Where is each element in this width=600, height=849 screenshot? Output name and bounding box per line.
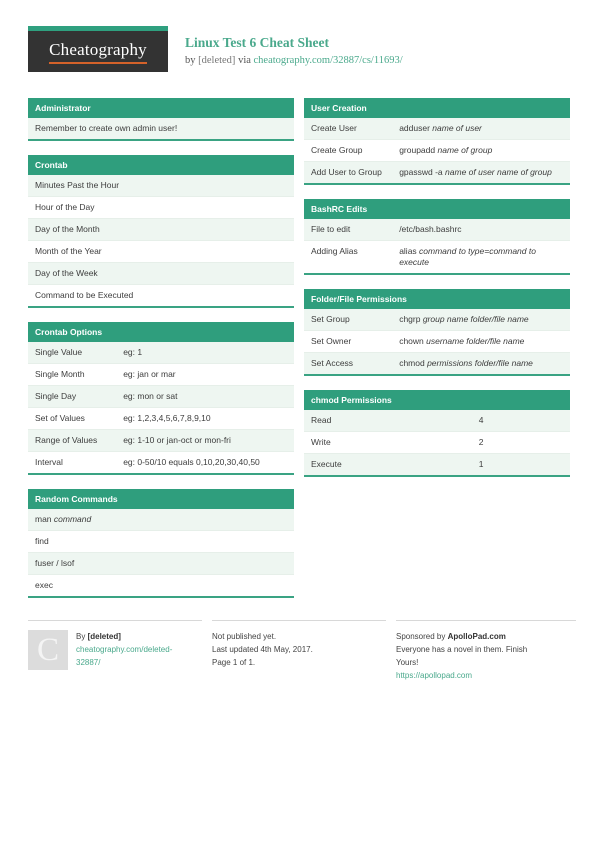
table-row — [28, 430, 294, 452]
footer-sponsor-column — [396, 620, 576, 682]
byline-url-link[interactable]: cheatography.com/32887/cs/11693/ — [253, 55, 403, 66]
row-value: gpasswd -a name of user name of group — [399, 167, 552, 177]
row-value: eg: jan or mar — [123, 369, 176, 379]
row-emphasis: name of user — [432, 123, 482, 133]
table-row — [304, 241, 570, 273]
card-title: Random Commands — [28, 489, 294, 509]
card-title: chmod Permissions — [304, 390, 570, 410]
row-value: eg: 1,2,3,4,5,6,7,8,9,10 — [123, 413, 211, 423]
table-row — [304, 309, 570, 331]
table-row — [28, 553, 294, 575]
byline-prefix: by — [185, 55, 199, 66]
table-row — [28, 342, 294, 364]
row-key: Read — [311, 415, 332, 425]
card — [28, 98, 294, 141]
header-titles — [185, 26, 403, 68]
row-value: chown username folder/file name — [399, 336, 525, 346]
row-emphasis: command — [53, 514, 92, 524]
page-count: Page 1 of 1. — [212, 658, 256, 667]
left-column — [28, 98, 294, 612]
card-title: Crontab — [28, 155, 294, 175]
row-value: groupadd name of group — [399, 145, 493, 155]
right-column — [304, 98, 570, 491]
row-key: Write — [311, 437, 331, 447]
row-value: 1 — [478, 459, 484, 469]
card-title: BashRC Edits — [304, 199, 570, 219]
row-text: Day of the Week — [35, 268, 98, 278]
table-row — [28, 263, 294, 285]
table-row — [28, 509, 294, 531]
card — [28, 322, 294, 475]
card — [304, 199, 570, 275]
table-row — [28, 285, 294, 306]
row-key: Set Owner — [311, 336, 352, 346]
row-text: Remember to create own admin user! — [35, 123, 178, 133]
table-row — [304, 331, 570, 353]
table-row — [28, 364, 294, 386]
row-value: 4 — [478, 415, 484, 425]
row-value: eg: 1 — [123, 347, 143, 357]
logo-wordmark: Cheatography — [49, 40, 147, 64]
cheatography-logo[interactable] — [28, 26, 168, 72]
row-value: chmod permissions folder/file name — [399, 358, 533, 368]
row-key: Set Access — [311, 358, 354, 368]
row-key: Set Group — [311, 314, 350, 324]
card — [28, 155, 294, 308]
row-key: Single Day — [35, 391, 77, 401]
page-header — [28, 26, 572, 88]
footer-author-url-line2[interactable]: 32887/ — [76, 658, 101, 667]
logo-body — [28, 31, 168, 72]
row-value: adduser name of user — [399, 123, 482, 133]
byline-author: [deleted] — [198, 55, 236, 66]
row-key: Range of Values — [35, 435, 98, 445]
footer-author-name: [deleted] — [87, 632, 121, 641]
content-columns — [28, 98, 572, 612]
row-key: Set of Values — [35, 413, 85, 423]
page-title: Linux Test 6 Cheat Sheet — [185, 35, 330, 50]
last-updated: Last updated 4th May, 2017. — [212, 645, 313, 654]
table-row — [28, 575, 294, 596]
row-text: Hour of the Day — [35, 202, 95, 212]
footer-author-column — [28, 620, 202, 682]
card — [304, 390, 570, 477]
footer-publish-column — [212, 620, 386, 682]
row-text: fuser / lsof — [35, 558, 75, 568]
publish-status: Not published yet. — [212, 632, 277, 641]
table-row — [28, 118, 294, 139]
row-value: /etc/bash.bashrc — [399, 224, 462, 234]
footer-author-url-line1[interactable]: cheatography.com/deleted- — [76, 645, 173, 654]
sponsor-name: ApolloPad.com — [447, 632, 506, 641]
card-title: Administrator — [28, 98, 294, 118]
row-key: Create User — [311, 123, 357, 133]
row-key: Interval — [35, 457, 63, 467]
row-text: find — [35, 536, 49, 546]
table-row — [28, 452, 294, 473]
row-key: Create Group — [311, 145, 363, 155]
row-emphasis: username folder/file name — [426, 336, 525, 346]
byline — [185, 53, 403, 68]
row-emphasis: name of user name of group — [445, 167, 552, 177]
table-row — [28, 408, 294, 430]
byline-via: via — [235, 55, 254, 66]
row-emphasis: command to type=command to execute — [399, 246, 536, 267]
table-row — [28, 241, 294, 263]
table-row — [304, 162, 570, 183]
table-row — [304, 432, 570, 454]
row-value: eg: 1-10 or jan-oct or mon-fri — [123, 435, 231, 445]
sponsor-tagline-line1: Everyone has a novel in them. Finish — [396, 645, 528, 654]
table-row — [28, 197, 294, 219]
footer-author-prefix: By — [76, 632, 88, 641]
row-value: eg: mon or sat — [123, 391, 178, 401]
table-row — [28, 175, 294, 197]
card-title: User Creation — [304, 98, 570, 118]
sponsor-prefix: Sponsored by — [396, 632, 448, 641]
table-row — [304, 219, 570, 241]
table-row — [28, 219, 294, 241]
row-text: Day of the Month — [35, 224, 100, 234]
table-row — [304, 353, 570, 374]
row-value: chgrp group name folder/file name — [399, 314, 529, 324]
footer-author-line — [76, 630, 172, 643]
row-key: Single Value — [35, 347, 83, 357]
table-row — [304, 118, 570, 140]
table-row — [28, 386, 294, 408]
sponsor-tagline-line2: Yours! — [396, 658, 419, 667]
row-key: Execute — [311, 459, 342, 469]
row-emphasis: name of group — [437, 145, 493, 155]
row-emphasis: permissions folder/file name — [427, 358, 533, 368]
row-emphasis: group name folder/file name — [422, 314, 529, 324]
card — [28, 489, 294, 598]
row-text: man command — [35, 514, 92, 524]
sponsor-line — [396, 630, 576, 643]
row-key: File to edit — [311, 224, 351, 234]
row-key: Adding Alias — [311, 246, 358, 256]
table-row — [28, 531, 294, 553]
card-title: Folder/File Permissions — [304, 289, 570, 309]
row-key: Single Month — [35, 369, 85, 379]
row-value: alias command to type=command to execute — [399, 246, 536, 267]
table-row — [304, 410, 570, 432]
row-text: Command to be Executed — [35, 290, 134, 300]
row-text: exec — [35, 580, 53, 590]
row-text: Minutes Past the Hour — [35, 180, 120, 190]
table-row — [304, 454, 570, 475]
card — [304, 289, 570, 376]
row-text: Month of the Year — [35, 246, 102, 256]
row-value: 2 — [478, 437, 484, 447]
card-title: Crontab Options — [28, 322, 294, 342]
table-row — [304, 140, 570, 162]
row-key: Add User to Group — [311, 167, 382, 177]
page-footer — [28, 620, 572, 682]
avatar: C — [28, 630, 68, 670]
sponsor-url[interactable]: https://apollopad.com — [396, 671, 473, 680]
row-value: eg: 0-50/10 equals 0,10,20,30,40,50 — [123, 457, 260, 467]
card — [304, 98, 570, 185]
